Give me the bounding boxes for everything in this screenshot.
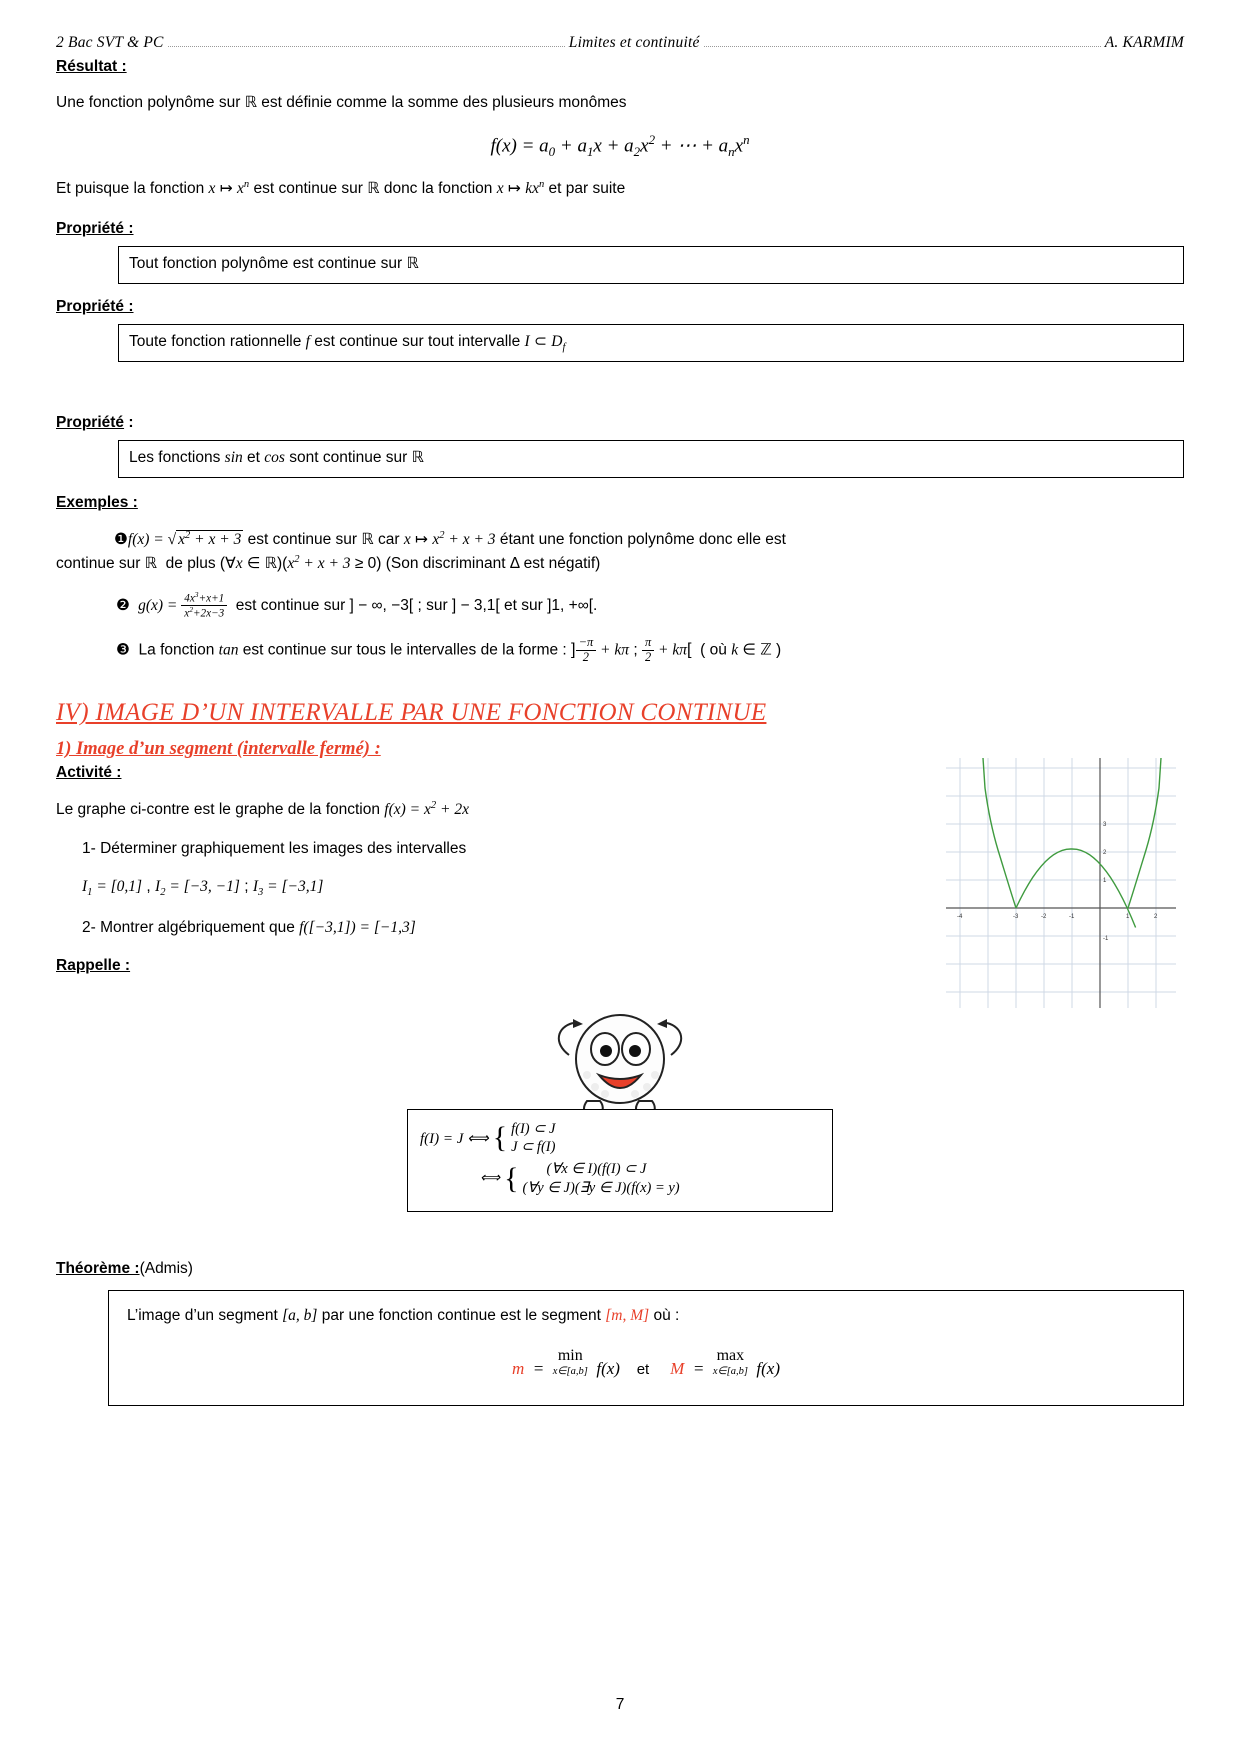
propriete-2-box: Toute fonction rationnelle f est continue sur tout intervalle I ⊂ $D_f$ xyxy=(118,324,1184,362)
rappelle-equation-box: f(I) = J ⟺ { f(I) ⊂ J J ⊂ f(I) ⟺ { (∀x ∈ I)(f(I) ⊂ J (∀y ∈ J)(∃y ∈ J)(f(x) = y) xyxy=(407,1109,833,1212)
activity-line2: 1- Déterminer graphiquement les images des intervalles xyxy=(82,839,467,857)
propriete-3-label-suffix: : xyxy=(124,414,134,432)
theorem-M-lim: x∈[a,b] xyxy=(712,1365,748,1377)
theorem-M-op: max xyxy=(716,1346,745,1364)
svg-text:2: 2 xyxy=(1154,914,1158,921)
activity-line3: $I_1 = [0,1]$ , $I_2 = [-3$, −1] ; $I_3 = [-3,1]$ xyxy=(82,878,324,899)
propriete-3-label: Propriété xyxy=(56,414,125,432)
theorem-m-expr: f(x) xyxy=(596,1358,620,1378)
eq-brace2-line2: (∀y ∈ J)(∃y ∈ J)(f(x) = y) xyxy=(522,1179,680,1196)
theorem-m-op: min xyxy=(557,1346,583,1364)
example-2: ❷ g(x) = $\frac{4x^3+x+1}{x^2+2x-3}$ est continue sur ] − ∞, −3[ ; sur ] − 3,1[ et sur ]1, +∞[. xyxy=(116,590,598,620)
header-left: 2 Bac SVT & PC xyxy=(56,34,164,51)
propriete-3-box: Les fonctions sin et cos sont continue sur ℝ xyxy=(118,440,1184,478)
svg-text:-4: -4 xyxy=(957,914,963,921)
theoreme-highlight: [m, M] xyxy=(605,1306,650,1324)
page-content xyxy=(56,34,1184,1406)
propriete-2-label: Propriété : xyxy=(56,298,134,316)
eq-arrow: ⟺ xyxy=(480,1171,501,1187)
example-1-bullet: ❶ xyxy=(114,531,128,549)
header-dots-right xyxy=(704,36,1101,47)
page-header xyxy=(56,34,1184,52)
propriete-1-box: Tout fonction polynôme est continue sur ℝ xyxy=(118,246,1184,284)
example-3-bullet: ❸ xyxy=(116,641,130,659)
svg-text:2: 2 xyxy=(1103,850,1107,857)
smiley-illustration xyxy=(56,997,1184,1117)
resultat-text: Une fonction polynôme sur ℝ est définie comme la somme des plusieurs monômes xyxy=(56,94,627,111)
polynomial-equation: $f(x) = a_0 + a_1x + a_2x^2$ + ⋯ + $a_nx^n$ xyxy=(490,132,750,160)
example-1: ❶f(x) = √ $x^2 + x + 3$ est continue sur ℝ car x ↦ $x^2 + x + 3$ étant une fonction polynôme donc elle est continue sur ℝ de plus (∀x ∈ $ℝ)(x^2 + x + 3 \ge 0)$ (Son discriminant Δ est négatif) xyxy=(56,530,786,572)
header-middle: Limites et continuité xyxy=(568,34,700,51)
activity-block xyxy=(56,764,1184,943)
theoreme-text-before: L’image d’un segment [a, b] par une fonction continue est le segment xyxy=(127,1306,606,1324)
section-title: IV) IMAGE D’UN INTERVALLE PAR UNE FONCTION CONTINUE xyxy=(56,699,767,727)
theoreme-label-suffix: (Admis) xyxy=(139,1259,193,1277)
activity-line1: Le graphe ci-contre est le graphe de la fonction $f(x) = x^2 + 2x$ xyxy=(56,800,470,819)
section-subtitle: 1) Image d’un segment (intervalle fermé) : xyxy=(56,739,381,760)
activity-line4: 2- Montrer algébriquement que f([−3,1]) = [−1,3] xyxy=(82,918,416,936)
example-2-bullet: ❷ xyxy=(116,596,130,614)
svg-text:-2: -2 xyxy=(1041,914,1047,921)
resultat-label: Résultat : xyxy=(56,58,127,75)
rappelle-label: Rappelle : xyxy=(56,957,131,975)
theorem-m-lim: x∈[a,b] xyxy=(552,1365,588,1377)
theoreme-text-after: où : xyxy=(649,1306,680,1324)
theorem-connector: et xyxy=(636,1360,650,1378)
theoreme-equation: m = min x∈[a,b] f(x) et M = max x∈[a,b] f(x) xyxy=(511,1346,781,1378)
parabola-graph xyxy=(946,758,1176,1008)
eq-brace2-line1: (∀x ∈ I)(f(I) ⊂ J xyxy=(546,1161,647,1178)
theoreme-label: Théorème : xyxy=(56,1259,140,1277)
theorem-M-expr: f(x) xyxy=(756,1358,781,1378)
theorem-M-symbol: M xyxy=(670,1358,685,1378)
eq-brace1-line2: J ⊂ f(I) xyxy=(511,1139,556,1156)
eq-brace1-line1: f(I) ⊂ J xyxy=(511,1121,556,1138)
example-3: ❸ La fonction tan est continue sur tous le intervalles de la forme : ] $\frac{-\pi}{2}$ + kπ ; $\frac{\pi}{2}$ + kπ[ ( où k ∈ ℤ ) xyxy=(116,635,782,665)
theorem-m-symbol: m xyxy=(511,1358,525,1378)
svg-text:3: 3 xyxy=(1103,822,1107,829)
propriete-1-label: Propriété : xyxy=(56,220,134,238)
svg-text:-3: -3 xyxy=(1013,914,1019,921)
activite-label: Activité : xyxy=(56,764,122,782)
svg-text:1: 1 xyxy=(1103,878,1107,885)
svg-text:-1: -1 xyxy=(1069,914,1075,921)
theoreme-box xyxy=(108,1290,1184,1406)
exemples-label: Exemples : xyxy=(56,494,138,512)
resultat-after: Et puisque la fonction x ↦ $x^n$ est continue sur ℝ donc la fonction x ↦ $kx^n$ et par suite xyxy=(56,178,626,197)
page-number: 7 xyxy=(615,1696,625,1713)
header-dots-left xyxy=(168,36,565,47)
svg-text:1: 1 xyxy=(1126,914,1130,921)
header-right: A. KARMIM xyxy=(1104,34,1184,51)
eq-main: f(I) = J ⟺ xyxy=(420,1130,489,1147)
svg-text:-1: -1 xyxy=(1103,936,1109,943)
